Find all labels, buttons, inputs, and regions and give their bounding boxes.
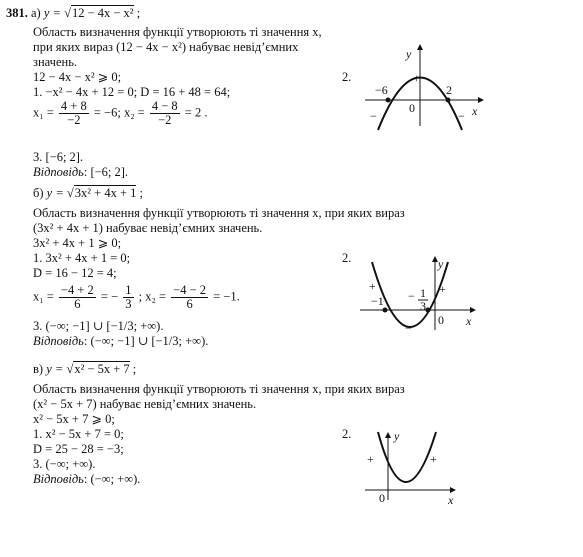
part-b-step2: 2. — [342, 251, 352, 265]
part-c-y-arrow — [385, 432, 391, 438]
part-a-label: а) — [31, 6, 41, 20]
part-a-line3: значень. — [33, 55, 78, 69]
part-a-step2: 2. — [342, 70, 352, 84]
part-b-x2-label: ; x₂ = — [138, 289, 167, 304]
part-a-y-arrow — [417, 44, 423, 50]
part-b-left-root-label: −1 — [371, 294, 384, 308]
part-b-x1-fden: 3 — [125, 297, 132, 311]
part-b-header: б) y = √3x² + 4x + 1 ; — [33, 186, 143, 200]
part-a-step3: 3. [−6; 2]. — [33, 150, 84, 164]
part-b-x1-num: −4 + 2 — [60, 283, 94, 297]
part-a-header: 381. а) y = √12 − 4x − x² ; — [6, 6, 141, 20]
part-b-plus-left: + — [369, 279, 376, 293]
part-a-x1-value: = −6; — [93, 105, 121, 120]
part-b-x1-den: 6 — [74, 297, 81, 311]
part-a-left-root-dot — [386, 98, 391, 103]
part-a-right-root-label: 2 — [446, 83, 452, 97]
part-c-line1: Область визначення функції утворюють ті значення x, при яких вираз — [33, 382, 405, 396]
part-b-sqrt-arg: 3x² + 4x + 1 — [74, 186, 137, 200]
part-b-answer-label: Відповідь — [33, 334, 84, 348]
part-a-line2: при яких вираз (12 − 4x − x²) набуває невід’ємних — [33, 40, 299, 54]
part-c-header: в) y = √x² − 5x + 7 ; — [33, 362, 137, 376]
part-a-parabola — [378, 78, 462, 131]
part-a-zero-label: 0 — [409, 101, 415, 115]
part-c-discriminant: D = 25 − 28 = −3; — [33, 442, 124, 456]
part-b-right-root-minus: − — [408, 289, 415, 303]
part-a-answer-value: : [−6; 2]. — [83, 165, 129, 179]
part-b-zero-label: 0 — [438, 313, 444, 327]
part-a-answer-label: Відповідь — [33, 165, 84, 179]
part-a-x2-num: 4 − 8 — [151, 99, 178, 113]
part-b-x1-mid: = − — [100, 289, 119, 304]
part-b-y-label: y — [438, 257, 444, 271]
part-b-line1: Область визначення функції утворюють ті значення x, при яких вираз — [33, 206, 405, 220]
part-b-x2-fraction — [171, 284, 208, 311]
part-a-inequality: 12 − 4x − x² ⩾ 0; — [33, 70, 122, 84]
part-b-answer — [33, 334, 208, 348]
part-c-plus-left: + — [367, 452, 374, 466]
part-b-left-root-dot — [383, 308, 388, 313]
part-b-discriminant: D = 16 − 12 = 4; — [33, 266, 117, 280]
part-b-roots — [33, 284, 240, 311]
part-b-label: б) — [33, 186, 44, 200]
part-c-label: в) — [33, 362, 44, 376]
part-b-x2-den: 6 — [186, 297, 193, 311]
part-a-minus-right: − — [458, 109, 465, 123]
part-b-func-suffix: ; — [139, 186, 143, 200]
part-a-x2-den: −2 — [158, 113, 172, 127]
problem-number: 381. — [6, 6, 28, 20]
part-c-answer-label: Відповідь — [33, 472, 84, 486]
part-b-x2-num: −4 − 2 — [173, 283, 207, 297]
part-c-inequality: x² − 5x + 7 ⩾ 0; — [33, 412, 115, 426]
part-b-step3: 3. (−∞; −1] ∪ [−1/3; +∞). — [33, 319, 164, 333]
part-b-right-root-num: 1 — [420, 286, 426, 300]
part-c-answer-value: : (−∞; +∞). — [83, 472, 141, 486]
part-c-sqrt-arg: x² − 5x + 7 — [74, 362, 130, 376]
part-b-x1-label: x₁ = — [33, 289, 54, 304]
part-c-answer — [33, 472, 140, 486]
part-a-answer — [33, 165, 128, 179]
part-a-minus-left: − — [370, 109, 377, 123]
part-b-x1-fraction — [59, 284, 96, 311]
part-c-step3: 3. (−∞; +∞). — [33, 457, 96, 471]
part-a-func-prefix: y = — [43, 6, 61, 20]
part-b-func-prefix: y = — [46, 186, 64, 200]
part-a-x1-fraction — [59, 100, 89, 127]
part-c-x-arrow — [450, 487, 456, 493]
part-c-zero-label: 0 — [379, 491, 385, 505]
part-a-plus-sign: + — [413, 71, 420, 85]
part-b-parabola — [372, 262, 448, 327]
part-b-minus-sign: − — [405, 321, 412, 335]
part-c-x-label: x — [448, 493, 454, 507]
part-c-step2: 2. — [342, 427, 352, 441]
part-b-right-root-dot — [426, 308, 431, 313]
part-b-inequality: 3x² + 4x + 1 ⩾ 0; — [33, 236, 122, 250]
part-a-line1: Область визначення функції утворюють ті значення x, — [33, 25, 322, 39]
part-b-right-root-den: 3 — [420, 299, 426, 313]
part-a-x1-label: x₁ = — [33, 105, 54, 120]
part-c-step1: 1. x² − 5x + 7 = 0; — [33, 427, 124, 441]
part-b-x1-fnum: 1 — [125, 283, 132, 297]
part-a-right-root-dot — [446, 98, 451, 103]
part-a-x2-value: = 2 . — [184, 105, 208, 120]
part-b-x-arrow — [470, 307, 476, 313]
part-a-x2-label: x₂ = — [123, 105, 145, 120]
part-a-roots — [33, 100, 207, 127]
part-c-line2: (x² − 5x + 7) набуває невід’ємних значень. — [33, 397, 257, 411]
part-c-plus-right: + — [430, 452, 437, 466]
part-a-x-arrow — [478, 97, 484, 103]
part-a-x-label: x — [472, 104, 478, 118]
part-b-line2: (3x² + 4x + 1) набуває невід’ємних значень. — [33, 221, 263, 235]
part-a-x1-num: 4 + 8 — [60, 99, 87, 113]
part-b-step1: 1. 3x² + 4x + 1 = 0; — [33, 251, 131, 265]
part-a-sqrt-arg: 12 − 4x − x² — [71, 6, 134, 20]
part-c-y-label: y — [394, 429, 400, 443]
part-b-x-label: x — [466, 314, 472, 328]
part-a-left-root-label: −6 — [375, 83, 388, 97]
part-a-x1-den: −2 — [67, 113, 81, 127]
part-a-func-suffix: ; — [136, 6, 141, 20]
part-a-x2-fraction — [150, 100, 180, 127]
part-a-y-label: y — [406, 47, 412, 61]
part-a-step1: 1. −x² − 4x + 12 = 0; D = 16 + 48 = 64; — [33, 85, 231, 99]
part-b-x2-value: = −1. — [213, 289, 240, 304]
part-b-x1-simplified — [123, 284, 133, 311]
part-c-func-suffix: ; — [132, 362, 137, 376]
part-b-plus-right: + — [439, 282, 446, 296]
part-b-answer-value: : (−∞; −1] ∪ [−1/3; +∞). — [83, 334, 209, 348]
part-c-parabola — [378, 432, 436, 482]
part-b-y-arrow — [432, 256, 438, 262]
part-c-func-prefix: y = — [46, 362, 64, 376]
